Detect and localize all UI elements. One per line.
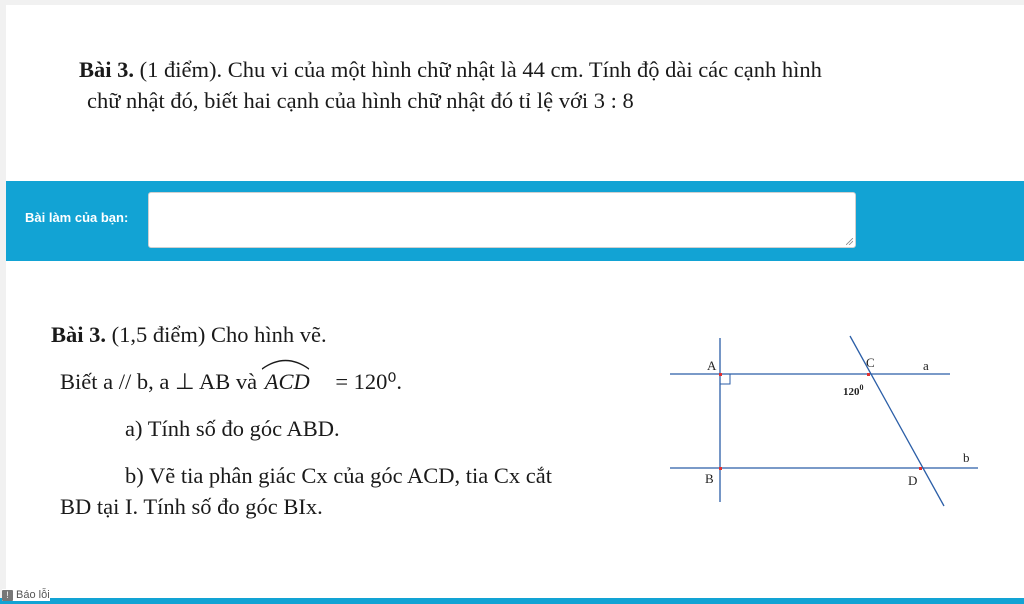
angle-acd: ACD [263, 369, 312, 395]
report-error-label: Báo lỗi [16, 589, 50, 601]
label-a-point: A [707, 358, 717, 373]
label-c-point: C [866, 355, 875, 370]
angle-label: $120^0$ [843, 383, 864, 398]
label-b-point: B [705, 471, 714, 486]
resize-grip-icon[interactable] [846, 238, 853, 245]
point-c-marker [867, 373, 870, 376]
problem-1-text [79, 54, 969, 116]
angle-arc-icon [261, 356, 310, 370]
problem-1-line1: (1 điểm). Chu vi của một hình chữ nhật là 44 cm. Tính độ dài các cạnh hình [134, 57, 822, 82]
problem-2-part-a: a) Tính số đo góc ABD. [125, 416, 340, 441]
bottom-accent-bar [0, 598, 1024, 604]
problem-1-label: Bài 3. [79, 57, 135, 82]
report-error-link[interactable] [2, 589, 50, 601]
problem-2-part-b-line1: b) Vẽ tia phân giác Cx của góc ACD, tia Cx cắt [125, 463, 552, 488]
point-a-marker [719, 373, 722, 376]
warning-icon: ! [2, 590, 13, 601]
line-cd [850, 336, 944, 506]
point-d-marker [919, 467, 922, 470]
label-d-point: D [908, 473, 918, 488]
answer-input[interactable] [148, 192, 856, 248]
problem-1-line2: chữ nhật đó, biết hai cạnh của hình chữ nhật đó tỉ lệ với 3 : 8 [87, 88, 634, 113]
answer-bar [6, 181, 1024, 261]
problem-2-given: Biết a // b, a ⊥ AB và ACD = 120⁰. [60, 369, 402, 395]
label-line-a: a [923, 358, 929, 373]
problem-2-intro: Bài 3. (1,5 điểm) Cho hình vẽ. [51, 322, 327, 347]
geometry-figure [660, 330, 990, 510]
label-line-b: b [963, 450, 970, 465]
problem-2-part-b-line2: BD tại I. Tính số đo góc BIx. [60, 494, 323, 519]
problem-2-label: Bài 3. [51, 322, 107, 347]
point-b-marker [719, 467, 722, 470]
answer-label: Bài làm của bạn: [25, 210, 129, 225]
